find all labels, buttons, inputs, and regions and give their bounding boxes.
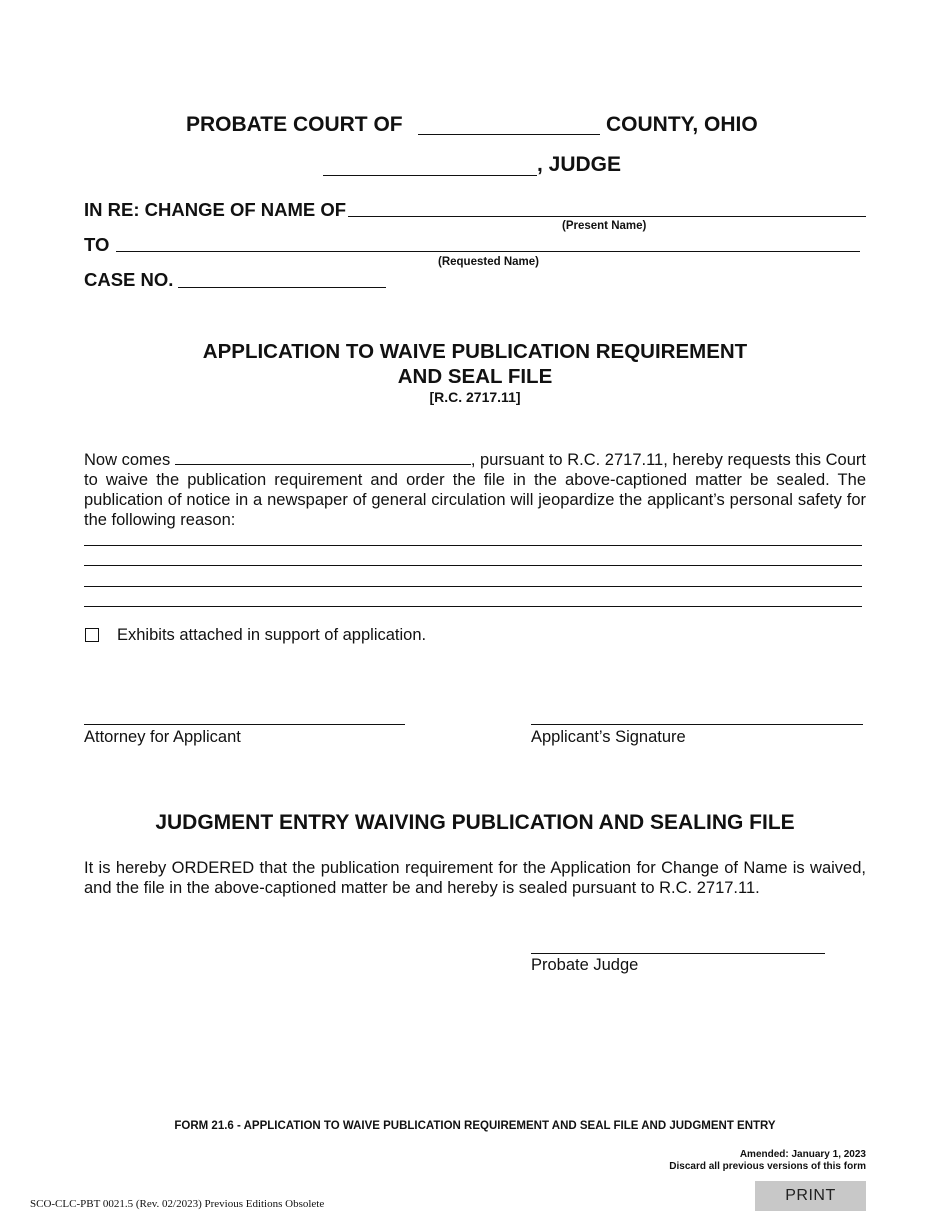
- applicant-name-field[interactable]: [175, 450, 471, 465]
- application-title-line1: APPLICATION TO WAIVE PUBLICATION REQUIREMENT: [202, 340, 748, 363]
- reason-line-4[interactable]: [84, 606, 862, 607]
- present-name-hint: (Present Name): [562, 220, 647, 232]
- attorney-label: Attorney for Applicant: [84, 728, 241, 746]
- judge-name-field[interactable]: [323, 175, 537, 176]
- reason-line-3[interactable]: [84, 586, 862, 587]
- requested-name-field[interactable]: [116, 251, 860, 252]
- reason-line-2[interactable]: [84, 565, 862, 566]
- statute-reference: [R.C. 2717.11]: [429, 389, 521, 405]
- exhibits-label: Exhibits attached in support of application.: [117, 626, 427, 644]
- form-title: FORM 21.6 - APPLICATION TO WAIVE PUBLICATION REQUIREMENT AND SEAL FILE AND JUDGMENT ENTRY: [174, 1120, 776, 1132]
- case-number-field[interactable]: [178, 287, 386, 288]
- attorney-signature-line[interactable]: [84, 724, 405, 725]
- requested-name-hint: (Requested Name): [438, 256, 539, 268]
- in-re-label: IN RE: CHANGE OF NAME OF: [84, 199, 347, 220]
- judge-signature-line[interactable]: [531, 953, 825, 954]
- county-field[interactable]: [418, 134, 600, 135]
- application-body: [84, 450, 866, 530]
- reason-line-1[interactable]: [84, 545, 862, 546]
- body-start: Now comes: [84, 451, 171, 469]
- applicant-signature-line[interactable]: [531, 724, 863, 725]
- case-no-label: CASE NO.: [84, 269, 174, 290]
- judgment-body: It is hereby ORDERED that the publication requirement for the Application for Change of Name is waived, and the file in the above-captioned matter be and hereby is sealed pursuant to R.C. 2717.11.: [84, 859, 866, 897]
- present-name-field[interactable]: [348, 216, 866, 217]
- applicant-signature-label: Applicant’s Signature: [531, 728, 686, 746]
- form-code: SCO-CLC-PBT 0021.5 (Rev. 02/2023) Previous Editions Obsolete: [30, 1198, 325, 1210]
- probate-judge-label: Probate Judge: [531, 956, 639, 974]
- to-label: TO: [84, 234, 110, 255]
- body-rest: , pursuant to R.C. 2717.11, hereby requests this Court to waive the publication requirement and order the file in the above-captioned matter be sealed. The publication of notice in a newspaper of general circulation will jeopardize the applicant’s personal safety for the following reason:: [84, 451, 866, 529]
- judgment-title: JUDGMENT ENTRY WAIVING PUBLICATION AND SEALING FILE: [155, 811, 795, 834]
- application-title-line2: AND SEAL FILE: [397, 365, 553, 388]
- discard-notice: Discard all previous versions of this form: [669, 1161, 866, 1172]
- exhibits-checkbox[interactable]: [85, 628, 99, 642]
- print-button[interactable]: PRINT: [755, 1181, 866, 1211]
- amended-date: Amended: January 1, 2023: [739, 1149, 866, 1160]
- court-prefix: PROBATE COURT OF: [186, 113, 403, 136]
- judge-suffix: , JUDGE: [537, 153, 622, 176]
- court-suffix: COUNTY, OHIO: [606, 113, 758, 136]
